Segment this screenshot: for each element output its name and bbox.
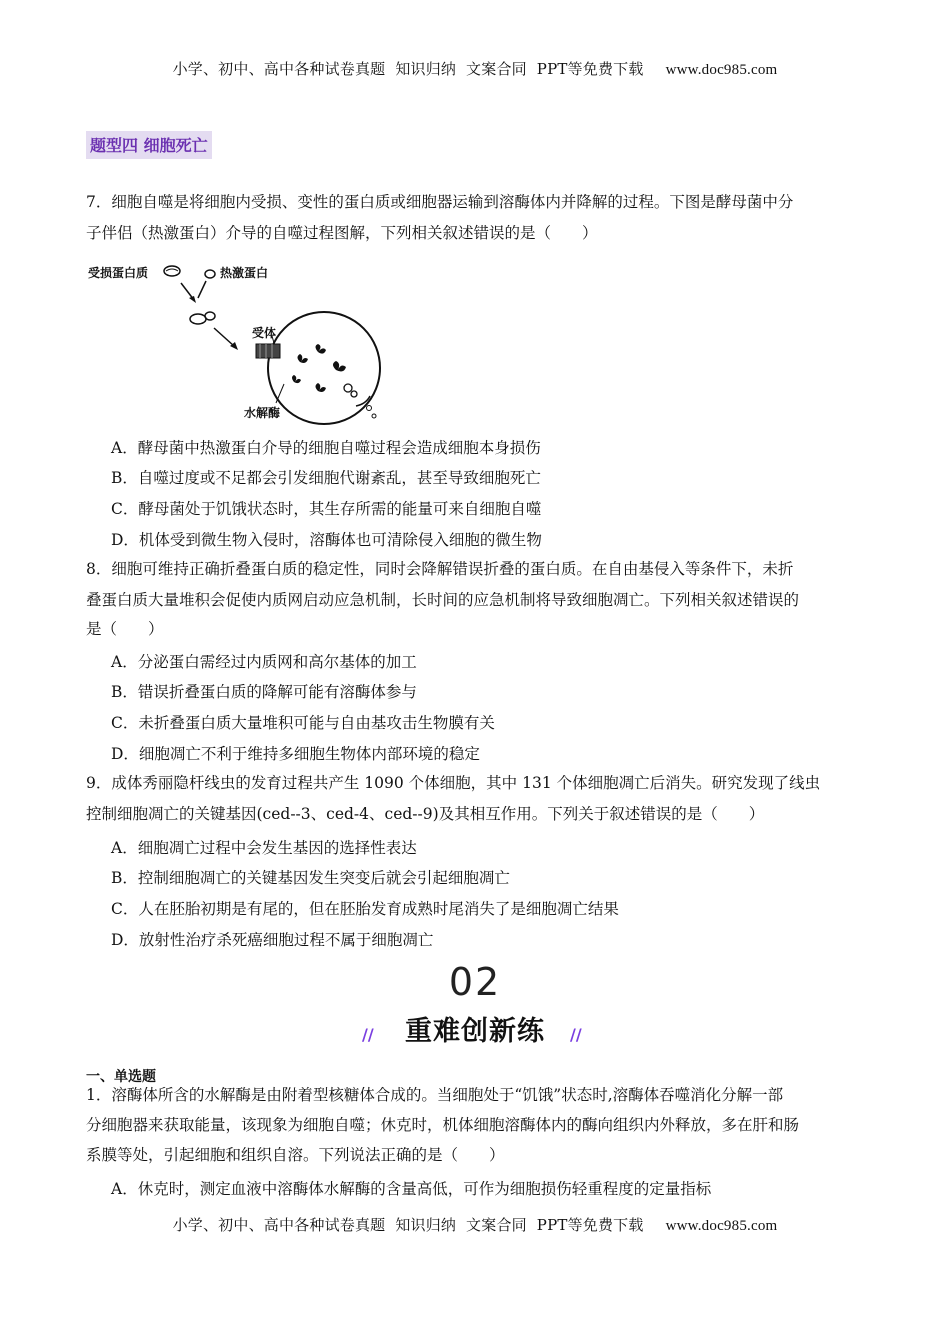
q7-option-b: B．自噬过度或不足都会引发细胞代谢紊乱，甚至导致细胞死亡 [111, 469, 541, 487]
banner-title [385, 1009, 565, 1048]
lysosome-shape [268, 312, 380, 424]
q8-option-a: A．分泌蛋白需经过内质网和高尔基体的加工 [111, 653, 417, 671]
heat-shock-protein-shape [205, 270, 215, 278]
q9-stem-line1: 9．成体秀丽隐杆线虫的发育过程共产生 1090 个体细胞，其中 131 个体细胞凋亡后消失。研究发现了线虫 [86, 774, 821, 792]
footer-text: 小学、初中、高中各种试卷真题 知识归纳 文案合同 PPT等免费下载 [172, 1216, 644, 1234]
p1-q1-line1: 1．溶酶体所含的水解酶是由附着型核糖体合成的。当细胞处于“饥饿”状态时,溶酶体吞噬消化分解一部 [86, 1086, 784, 1104]
label-receptor: 受体 [252, 326, 277, 340]
q9-option-d: D．放射性治疗杀死癌细胞过程不属于细胞凋亡 [111, 931, 434, 949]
header-site[interactable]: www.doc985.com [665, 62, 778, 78]
q9-option-a: A．细胞凋亡过程中会发生基因的选择性表达 [111, 839, 417, 857]
q7-option-d: D．机体受到微生物入侵时，溶酶体也可清除侵入细胞的微生物 [111, 531, 542, 549]
label-hydrolase: 水解酶 [244, 406, 281, 420]
banner-number-text: 02 [448, 960, 502, 1004]
hydrolase-mark [316, 383, 327, 392]
protein-complex-shape [190, 314, 206, 324]
p1-q1-line3: 系膜等处，引起细胞和组织自溶。下列说法正确的是（ ） [86, 1146, 505, 1164]
q7-option-c: C．酵母菌处于饥饿状态时，其生存所需的能量可来自细胞自噬 [111, 500, 542, 518]
banner-number [440, 960, 510, 1004]
q9-stem-line2: 控制细胞凋亡的关键基因(ced--3、ced-4、ced--9)及其相互作用。下列关于叙述错误的是（ ） [86, 805, 765, 823]
hydrolase-mark [298, 354, 309, 363]
banner-title-text: 重难创新练 [405, 1016, 545, 1047]
header-text: 小学、初中、高中各种试卷真题 知识归纳 文案合同 PPT等免费下载 [172, 60, 644, 78]
hydrolase-mark [333, 361, 346, 371]
page-footer [0, 1214, 950, 1235]
page-header [0, 58, 950, 79]
section-heading: 一、单选题 [86, 1069, 156, 1085]
p1-q1-option-a: A．休克时，测定血液中溶酶体水解酶的含量高低，可作为细胞损伤轻重程度的定量指标 [111, 1180, 712, 1198]
autophagy-diagram [86, 258, 396, 428]
q7-option-a: A．酵母菌中热激蛋白介导的细胞自噬过程会造成细胞本身损伤 [111, 439, 541, 457]
hydrolase-mark [292, 375, 301, 383]
q8-option-b: B．错误折叠蛋白质的降解可能有溶酶体参与 [111, 683, 417, 701]
q7-stem-line1: 7．细胞自噬是将细胞内受损、变性的蛋白质或细胞器运输到溶酶体内并降解的过程。下图是酵母菌中分 [86, 193, 794, 211]
footer-site[interactable]: www.doc985.com [665, 1218, 778, 1234]
q8-stem-line3: 是（ ） [86, 620, 164, 638]
q8-stem-line2: 叠蛋白质大量堆积会促使内质网启动应急机制，长时间的应急机制将导致细胞凋亡。下列相关叙述错误的 [86, 591, 800, 609]
label-damaged-protein: 受损蛋白质 [88, 266, 149, 280]
banner-slash-left: // [362, 1025, 374, 1044]
banner-slash-right: // [570, 1025, 582, 1044]
q8-stem-line1: 8．细胞可维持正确折叠蛋白质的稳定性，同时会降解错误折叠的蛋白质。在自由基侵入等条件下，未折 [86, 560, 794, 578]
q8-option-c: C．未折叠蛋白质大量堆积可能与自由基攻击生物膜有关 [111, 714, 495, 732]
autophagy-diagram-svg [86, 258, 396, 428]
label-heat-shock-protein: 热激蛋白 [220, 266, 269, 280]
q9-option-b: B．控制细胞凋亡的关键基因发生突变后就会引起细胞凋亡 [111, 869, 510, 887]
q7-stem-line2: 子伴侣（热激蛋白）介导的自噬过程图解，下列相关叙述错误的是（ ） [86, 224, 598, 242]
q8-option-d: D．细胞凋亡不利于维持多细胞生物体内部环境的稳定 [111, 745, 480, 763]
section-tag: 题型四 细胞死亡 [86, 131, 212, 159]
p1-q1-line2: 分细胞器来获取能量，该现象为细胞自噬；休克时，机体细胞溶酶体内的酶向组织内外释放，多在肝和肠 [86, 1116, 800, 1134]
q9-option-c: C．人在胚胎初期是有尾的，但在胚胎发育成熟时尾消失了是细胞凋亡结果 [111, 900, 619, 918]
hydrolase-mark [316, 344, 327, 354]
